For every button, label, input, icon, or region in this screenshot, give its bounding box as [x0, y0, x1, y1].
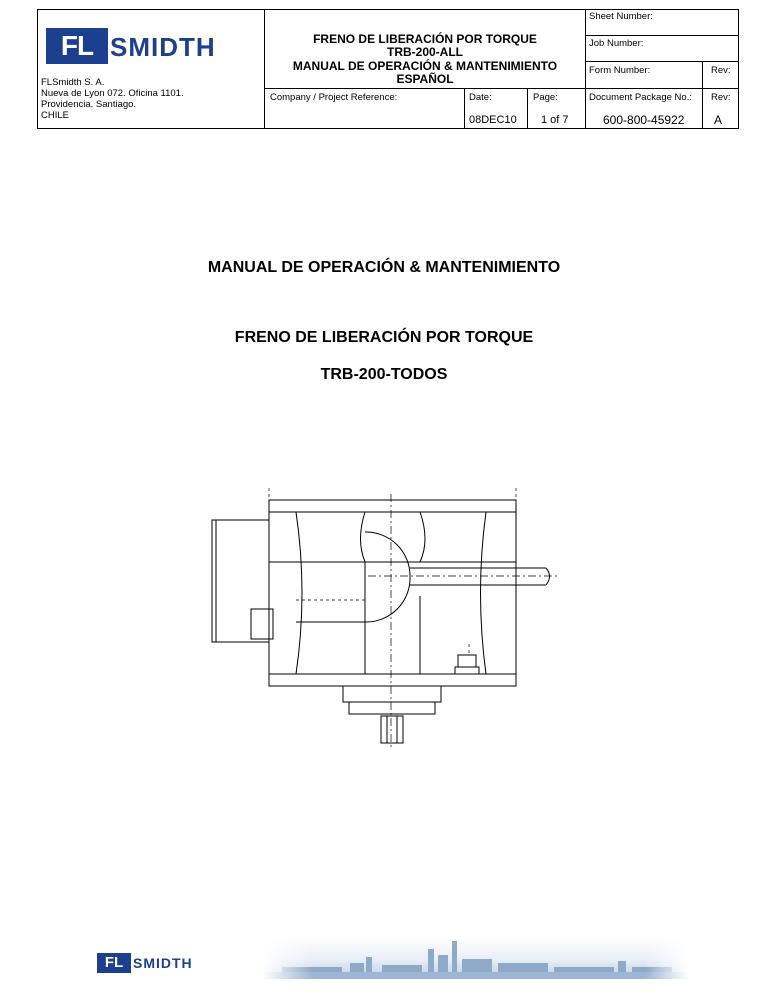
footer-logo-mark-text: FL: [104, 954, 124, 971]
doc-title-line-3: MANUAL DE OPERACIÓN & MANTENIMIENTO: [292, 59, 558, 73]
form-number-label: Form Number:: [589, 65, 651, 76]
date-label: Date:: [469, 92, 492, 103]
doc-title-line-1: FRENO DE LIBERACIÓN POR TORQUE: [313, 32, 537, 46]
manual-heading: MANUAL DE OPERACIÓN & MANTENIMIENTO: [207, 259, 561, 276]
product-heading: FRENO DE LIBERACIÓN POR TORQUE: [234, 329, 534, 346]
rev-label-2: Rev:: [711, 92, 731, 103]
rev-value: A: [714, 113, 723, 127]
page-label: Page:: [533, 92, 558, 103]
footer-logo: [97, 953, 207, 973]
company-address-1: Nueva de Lyon 072. Oficina 1101.: [41, 88, 184, 99]
rev-label-1: Rev:: [711, 65, 731, 76]
footer-skyline-image: [262, 937, 688, 979]
job-number-label: Job Number:: [589, 38, 644, 49]
company-address-2: Providencia. Santiago.: [41, 99, 137, 110]
date-value: 08DEC10: [469, 114, 517, 126]
doc-title-line-2: TRB-200-ALL: [386, 45, 463, 59]
company-ref-label: Company / Project Reference:: [270, 92, 398, 103]
logo-mark-text: FL: [60, 30, 94, 61]
doc-package-value: 600-800-45922: [603, 113, 685, 127]
company-country: CHILE: [41, 110, 69, 121]
logo-word: SMIDTH: [110, 32, 216, 62]
footer-logo-word: SMIDTH: [133, 955, 193, 971]
doc-title-line-4: ESPAÑOL: [396, 72, 454, 86]
sheet-number-label: Sheet Number:: [589, 11, 653, 22]
model-heading: TRB-200-TODOS: [320, 366, 448, 383]
company-name: FLSmidth S. A.: [41, 77, 105, 88]
page-value: 1 of 7: [541, 114, 569, 126]
doc-package-label: Document Package No.:: [589, 92, 692, 103]
